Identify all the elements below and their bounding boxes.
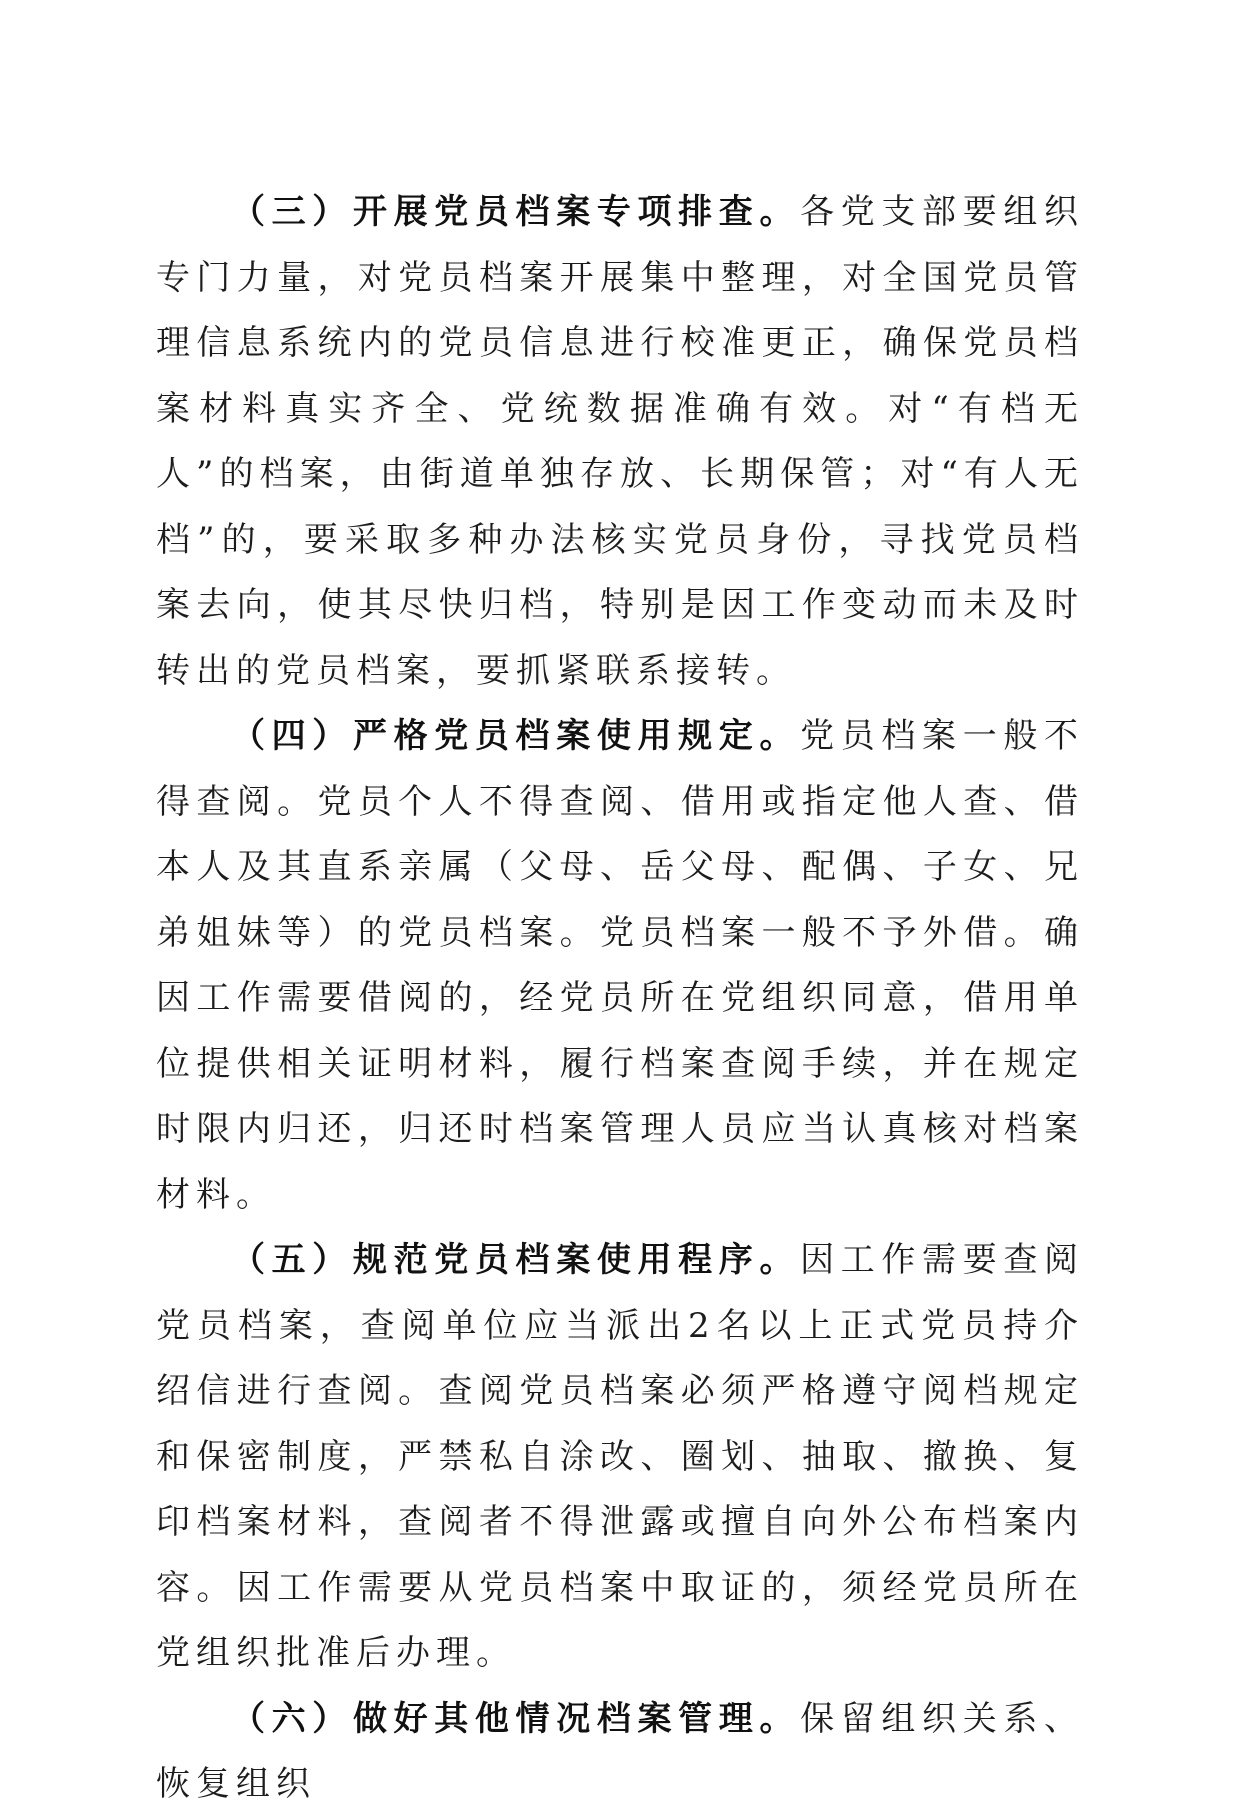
section-six [156, 1687, 1084, 1818]
section-six-text: 保留组织关系、恢复组织 [156, 1698, 1085, 1804]
section-four-heading: （四）严格党员档案使用规定。 [231, 716, 801, 756]
section-five-heading: （五）规范党员档案使用程序。 [231, 1240, 801, 1280]
section-six-heading: （六）做好其他情况档案管理。 [231, 1698, 801, 1739]
section-five-text: 因工作需要查阅党员档案，查阅单位应当派出2名以上正式党员持介绍信进行查阅。查阅党员档案必须严格遵守阅档规定和保密制度，严禁私自涂改、圈划、抽取、撤换、复印档案材料，查阅者不得泄露或擅自向外公布档案内容。因工作需要从党员档案中取证的，须经党员所在党组织批准后办理。 [156, 1240, 1085, 1673]
section-three-text: 各党支部要组织专门力量，对党员档案开展集中整理，对全国党员管理信息系统内的党员信息进行校准更正，确保党员档案材料真实齐全、党统数据准确有效。对“有档无人”的档案，由街道单独存放、长期保管；对“有人无档”的，要采取多种办法核实党员身份，寻找党员档案去向，使其尽快归档，特别是因工作变动而未及时转出的党员档案，要抓紧联系接转。 [156, 192, 1085, 691]
section-four [156, 704, 1084, 1228]
section-five [156, 1228, 1084, 1687]
document-body [156, 180, 1084, 1818]
section-four-text: 党员档案一般不得查阅。党员个人不得查阅、借用或指定他人查、借本人及其直系亲属（父母、岳父母、配偶、子女、兄弟姐妹等）的党员档案。党员档案一般不予外借。确因工作需要借阅的，经党员所在党组织同意，借用单位提供相关证明材料，履行档案查阅手续，并在规定时限内归还，归还时档案管理人员应当认真核对档案材料。 [156, 716, 1085, 1215]
section-three [156, 180, 1084, 704]
section-three-heading: （三）开展党员档案专项排查。 [231, 192, 801, 232]
